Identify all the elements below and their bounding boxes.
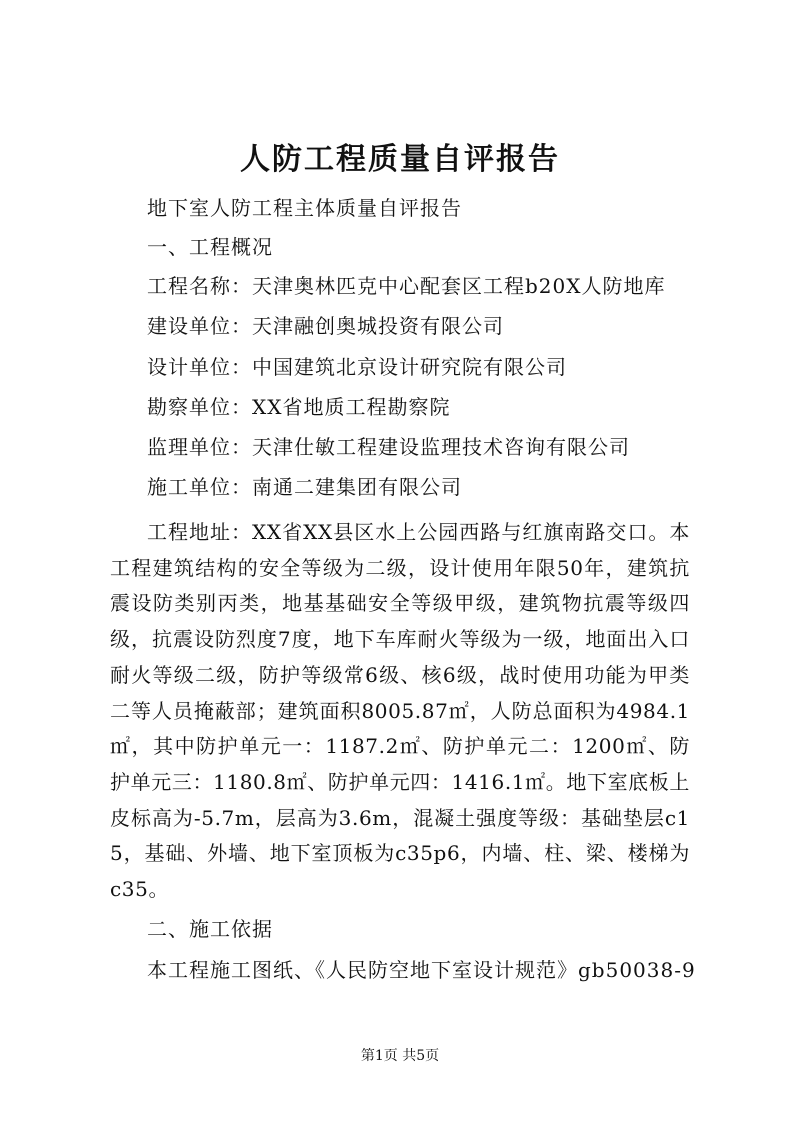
document-subtitle: 地下室人防工程主体质量自评报告 xyxy=(147,196,462,220)
surveyor-line: 勘察单位：XX省地质工程勘察院 xyxy=(147,395,451,419)
designer-line: 设计单位：中国建筑北京设计研究院有限公司 xyxy=(147,355,567,379)
address-paragraph: 工程地址：XX省XX县区水上公园西路与红旗南路交口。本工程建筑结构的安全等级为二级，设计使用年限50年，建筑抗震设防类别丙类，地基基础安全等级甲级，建筑物抗震等级四级，抗震设防烈度7度，地下车库耐火等级为一级，地面出入口耐火等级二级，防护等级常6级、核6级，战时使用功能为甲类二等人员掩蔽部；建筑面积8005.87㎡，人防总面积为4984.1㎡，其中防护单元一：1187.2㎡、防护单元二：1200㎡、防护单元三：1180.8㎡、防护单元四：1416.1㎡。地下室底板上皮标高为-5.7m，层高为3.6m，混凝土强度等级：基础垫层c15，基础、外墙、地下室顶板为c35p6，内墙、柱、梁、楼梯为c35。 xyxy=(110,520,690,902)
builder-line: 建设单位：天津融创奥城投资有限公司 xyxy=(147,314,504,338)
section-heading-overview: 一、工程概况 xyxy=(147,235,273,259)
contractor-line: 施工单位：南通二建集团有限公司 xyxy=(147,475,462,499)
page-footer: 第1页 共5页 xyxy=(360,1048,440,1064)
project-name-line: 工程名称：天津奥林匹克中心配套区工程b20X人防地库 xyxy=(147,274,666,298)
basis-line: 本工程施工图纸、《人民防空地下室设计规范》gb50038-9 xyxy=(147,958,696,982)
section-heading-basis: 二、施工依据 xyxy=(147,917,273,941)
document-title: 人防工程质量自评报告 xyxy=(240,142,560,177)
supervisor-line: 监理单位：天津仕敏工程建设监理技术咨询有限公司 xyxy=(147,435,630,459)
